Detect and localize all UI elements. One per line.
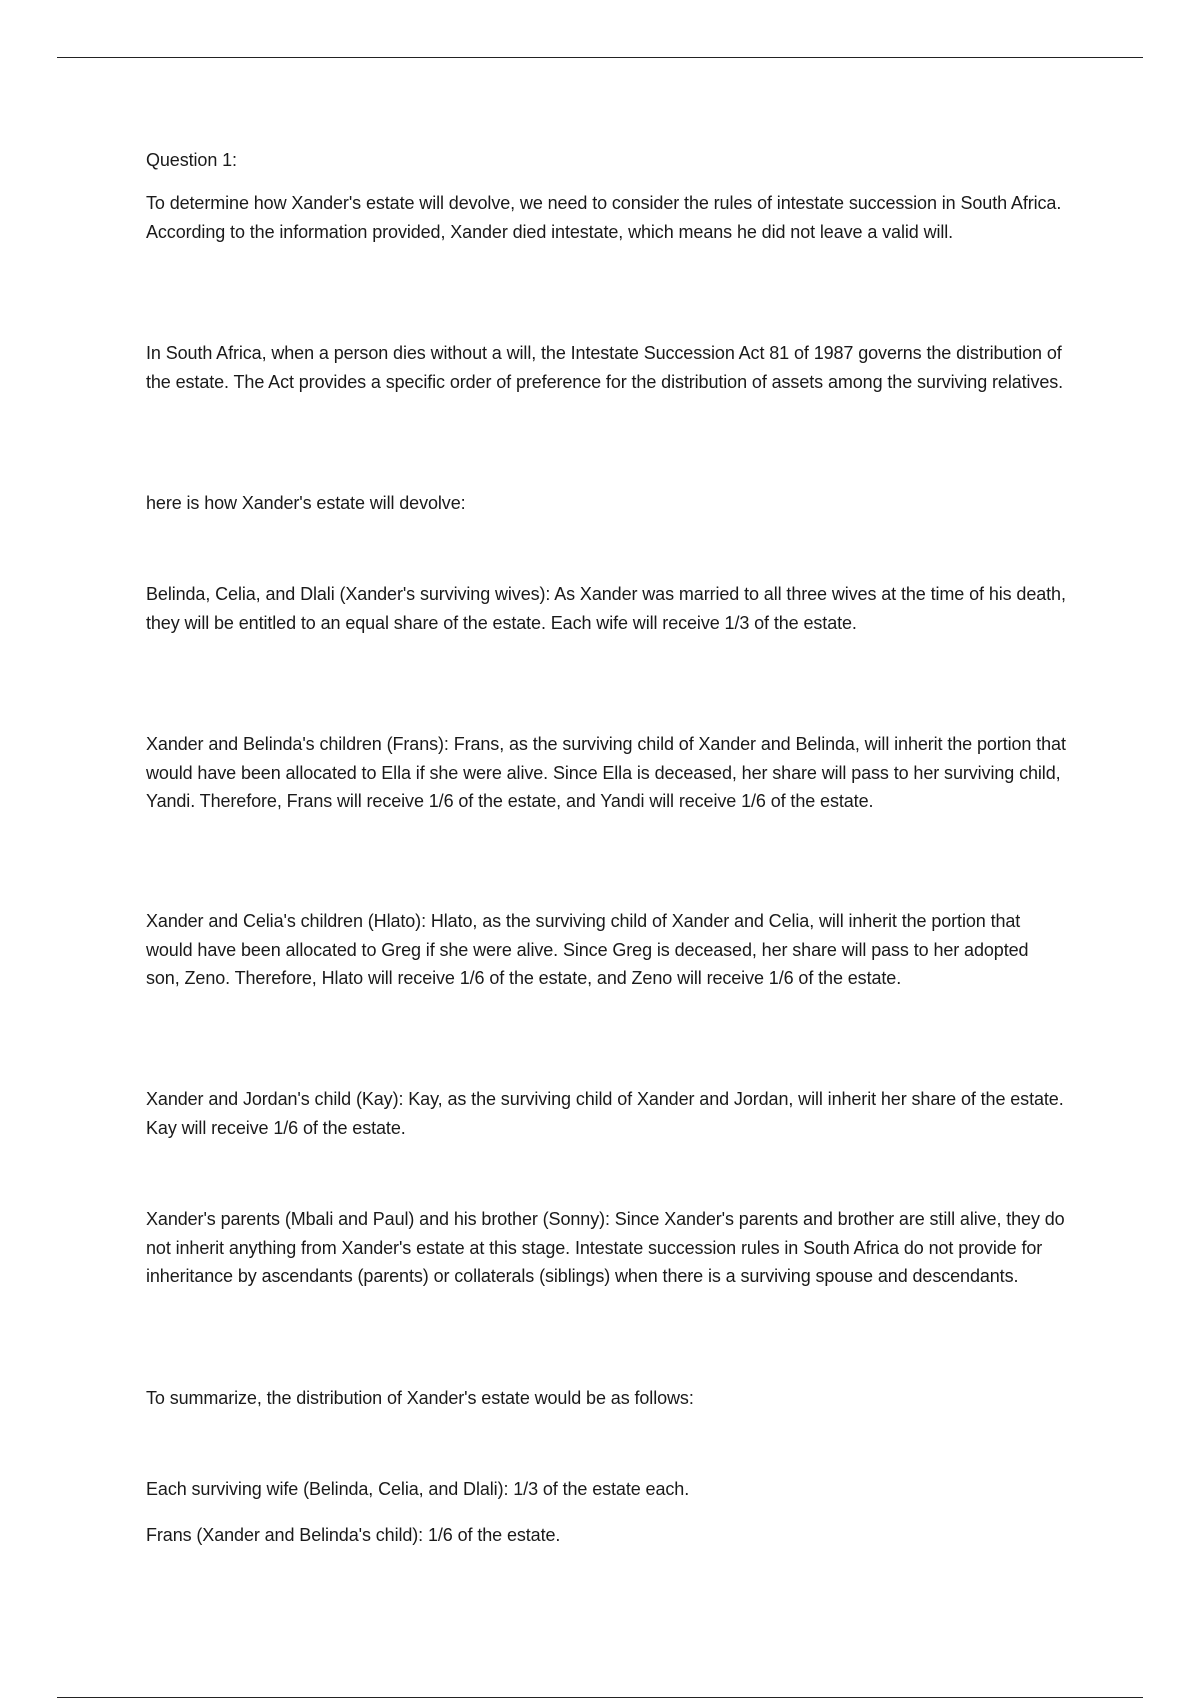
paragraph-intro: To determine how Xander's estate will devolve, we need to consider the rules of intestate succession in South Africa. According to the information provided, Xander died intestate, which means he did not leave a valid will. [146, 193, 1062, 242]
paragraph-act: In South Africa, when a person dies without a will, the Intestate Succession Act 81 of 1987 governs the distribution of the estate. The Act provides a specific order of preference for the distribution of assets among the surviving relatives. [146, 343, 1064, 392]
paragraph-frans: Xander and Belinda's children (Frans): Frans, as the surviving child of Xander and Belinda, will inherit the portion that would have been allocated to Ella if she were alive. Since Ella is deceased, her share will pass to her surviving child, Yandi. Therefore, Frans will receive 1/6 of the estate, and Yandi will receive 1/6 of the estate. [146, 734, 1066, 811]
paragraph-kay: Xander and Jordan's child (Kay): Kay, as the surviving child of Xander and Jordan, will inherit her share of the estate. Kay will receive 1/6 of the estate. [146, 1089, 1064, 1138]
question-heading: Question 1: [146, 150, 237, 170]
bottom-rule [57, 1697, 1143, 1698]
paragraph-summary-intro: To summarize, the distribution of Xander's estate would be as follows: [146, 1388, 694, 1408]
summary-item-wives: Each surviving wife (Belinda, Celia, and Dlali): 1/3 of the estate each. [146, 1479, 690, 1499]
paragraph-lead-in: here is how Xander's estate will devolve: [146, 493, 466, 513]
paragraph-wives: Belinda, Celia, and Dlali (Xander's surviving wives): As Xander was married to all three wives at the time of his death, they will be entitled to an equal share of the estate. Each wife will receive 1/3 of the estate. [146, 584, 1066, 633]
summary-item-frans: Frans (Xander and Belinda's child): 1/6 of the estate. [146, 1525, 561, 1545]
top-rule [57, 57, 1143, 58]
paragraph-parents: Xander's parents (Mbali and Paul) and his brother (Sonny): Since Xander's parents and brother are still alive, they do not inherit anything from Xander's estate at this stage. Intestate succession rules in South Africa do not provide for inheritance by ascendants (parents) or collaterals (siblings) when there is a surviving spouse and descendants. [146, 1209, 1065, 1286]
paragraph-hlato: Xander and Celia's children (Hlato): Hlato, as the surviving child of Xander and Celia, will inherit the portion that would have been allocated to Greg if she were alive. Since Greg is deceased, her share will pass to her adopted son, Zeno. Therefore, Hlato will receive 1/6 of the estate, and Zeno will receive 1/6 of the estate. [146, 911, 1029, 988]
